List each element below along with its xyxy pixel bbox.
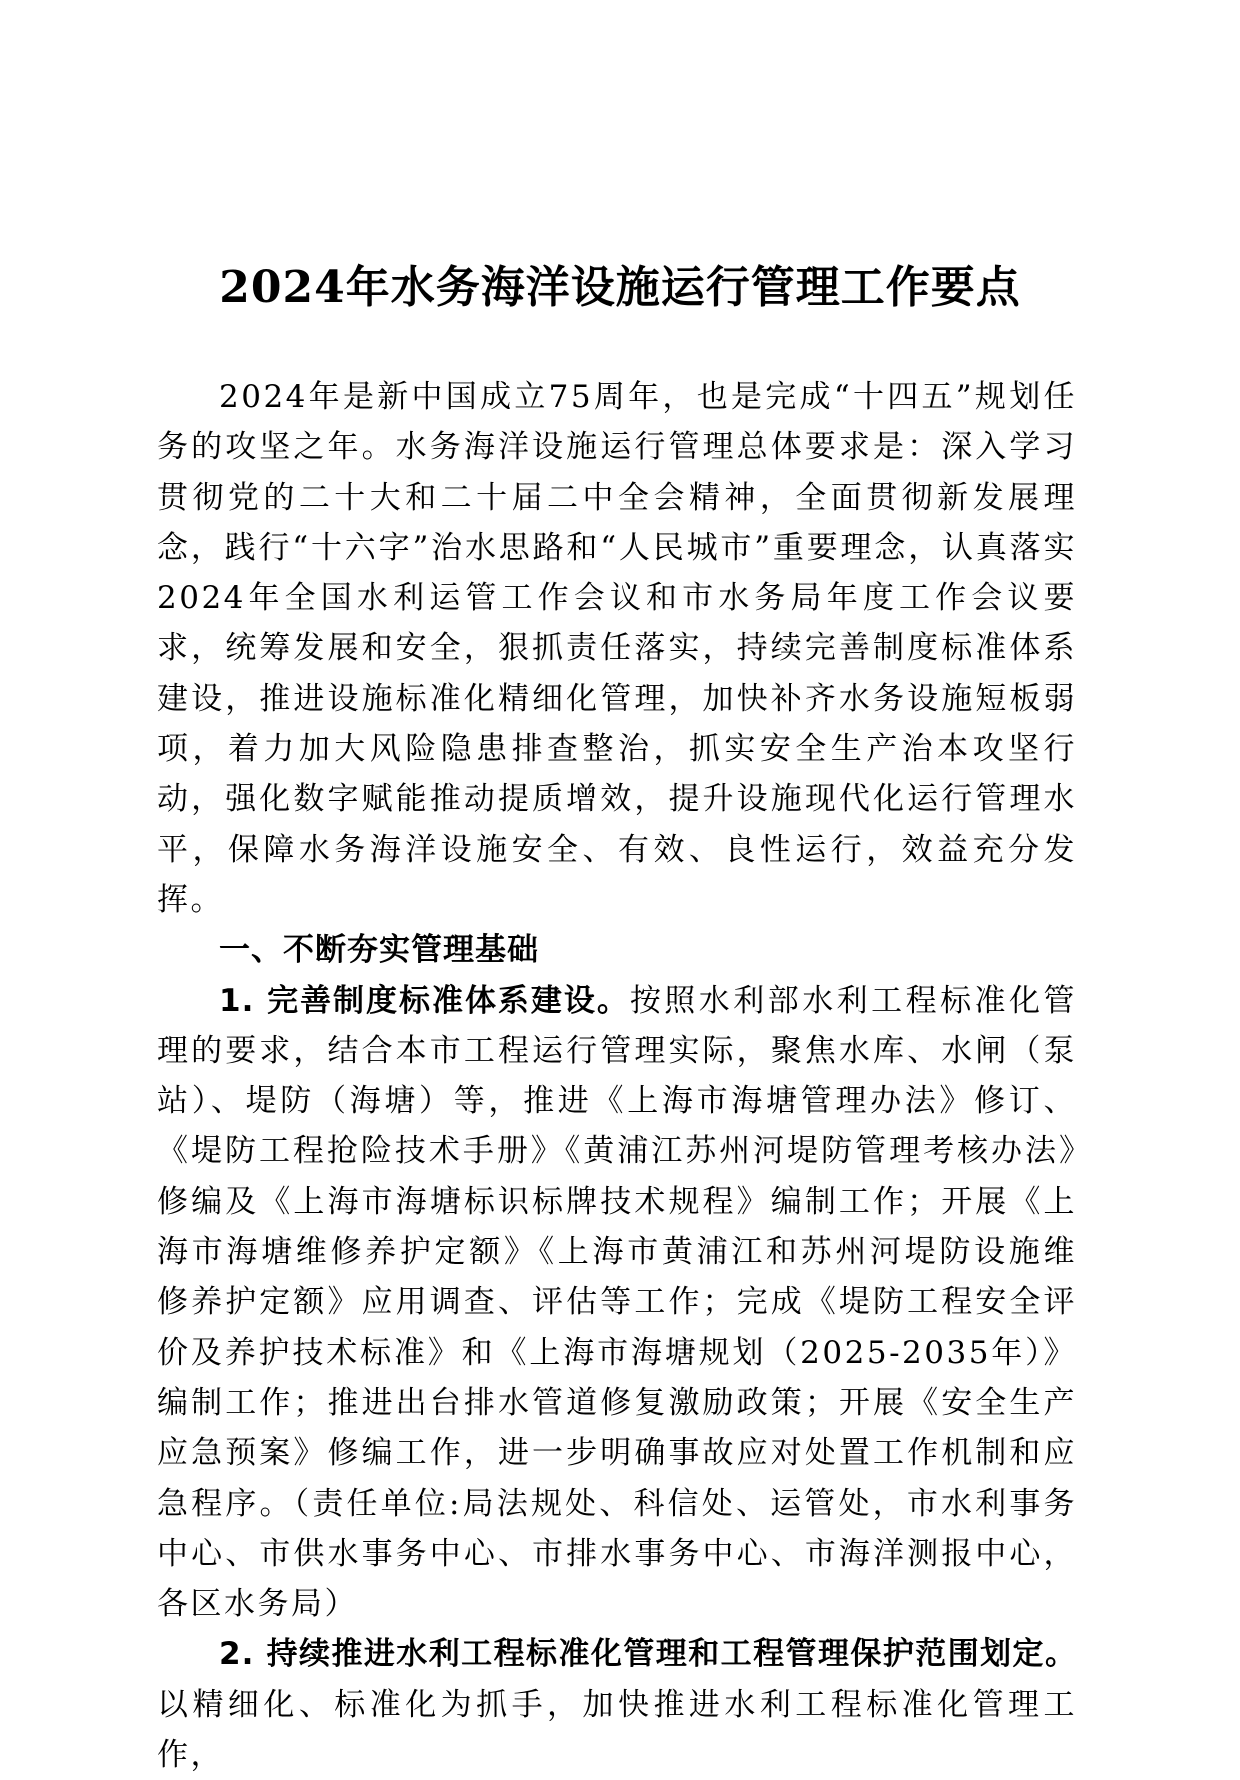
item-2-lead: 2. 持续推进水利工程标准化管理和工程管理保护范围划定。	[219, 1636, 1077, 1673]
item-1-text: 按照水利部水利工程标准化管理的要求，结合本市工程运行管理实际，聚焦水库、水闸（泵站）、堤防（海塘）等，推进《上海市海塘管理办法》修订、《堤防工程抢险技术手册》《黄浦江苏州河堤防管理考核办法》修编及《上海市海塘标识标牌技术规程》编制工作；开展《上海市海塘维修养护定额》《上海市黄浦江和苏州河堤防设施维修养护定额》应用调查、评估等工作；完成《堤防工程安全评价及养护技术标准》和《上海市海塘规划（2025-2035年）》编制工作；推进出台排水管道修复激励政策；开展《安全生产应急预案》修编工作，进一步明确事故应对处置工作机制和应急程序。（责任单位:局法规处、科信处、运管处，市水利事务中心、市供水事务中心、市排水事务中心、市海洋测报中心，各区水务局）	[157, 982, 1078, 1623]
document-title: 2024年水务海洋设施运行管理工作要点	[219, 262, 1021, 313]
item-2-paragraph	[157, 1629, 1077, 1780]
item-2-text: 以精细化、标准化为抓手，加快推进水利工程标准化管理工作，	[157, 1686, 1077, 1774]
document-body	[157, 372, 1077, 1780]
item-1-paragraph	[157, 976, 1077, 1630]
intro-paragraph: 2024年是新中国成立75周年，也是完成“十四五”规划任务的攻坚之年。水务海洋设施运行管理总体要求是：深入学习贯彻党的二十大和二十届二中全会精神，全面贯彻新发展理念，践行“十六字”治水思路和“人民城市”重要理念，认真落实2024年全国水利运管工作会议和市水务局年度工作会议要求，统筹发展和安全，狠抓责任落实，持续完善制度标准体系建设，推进设施标准化精细化管理，加快补齐水务设施短板弱项，着力加大风险隐患排查整治，抓实安全生产治本攻坚行动，强化数字赋能推动提质增效，提升设施现代化运行管理水平，保障水务海洋设施安全、有效、良性运行，效益充分发挥。	[157, 379, 1077, 918]
section-heading: 一、不断夯实管理基础	[219, 932, 539, 969]
item-1-lead: 1. 完善制度标准体系建设。	[219, 982, 630, 1019]
